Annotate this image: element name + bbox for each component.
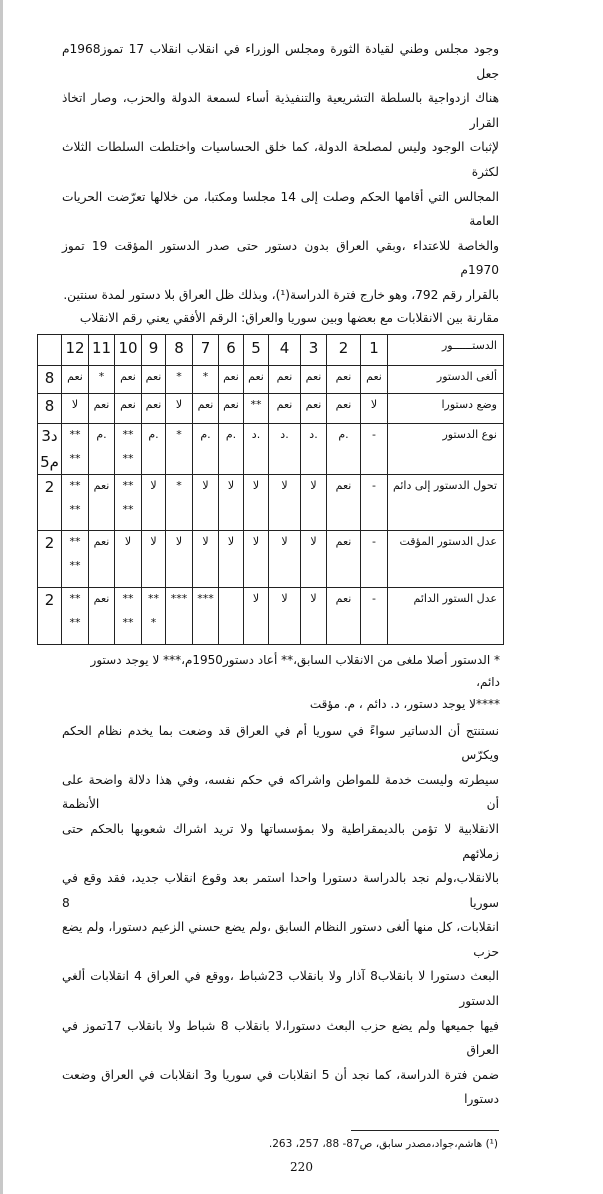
- table-cell: [89, 423, 115, 474]
- cell-value: نعم: [366, 369, 382, 383]
- text-line: بالقرار رقم 792، وهو خارج فترة الدراسة(¹)، وبذلك ظل العراق بلا دستور لمدة سنتين.: [63, 287, 499, 302]
- cell-value: نعم: [120, 369, 136, 383]
- table-cell: [166, 365, 193, 393]
- table-cell: [327, 474, 361, 530]
- table-cell: [142, 423, 166, 474]
- table-cell: [115, 423, 142, 474]
- table-wrapper: [37, 334, 603, 645]
- table-cell: [269, 530, 301, 587]
- cell-value: نعم: [276, 369, 293, 383]
- cell-value: **: [69, 615, 81, 629]
- cell-value: ***: [197, 591, 214, 605]
- cell-value: م.: [96, 427, 107, 441]
- cell-value: **: [69, 478, 81, 492]
- table-row: [38, 530, 504, 587]
- table-row: [38, 365, 504, 393]
- cell-value: لا: [370, 397, 378, 411]
- table-cell: [115, 530, 142, 587]
- table-cell: [269, 474, 301, 530]
- row-label: نوع الدستور: [388, 423, 504, 474]
- cell-value: نعم: [335, 397, 352, 411]
- table-cell: [301, 365, 327, 393]
- column-header: 9: [142, 334, 166, 365]
- cell-value: نعم: [305, 397, 322, 411]
- table-cell: [142, 530, 166, 587]
- cell-value: لا: [310, 591, 317, 605]
- table-cell: [193, 530, 219, 587]
- table-cell: [269, 365, 301, 393]
- cell-value: -: [372, 534, 376, 548]
- cell-value: لا: [252, 478, 260, 492]
- cell-value: نعم: [120, 397, 136, 411]
- column-header: 7: [193, 334, 219, 365]
- text-line: المجالس التي أقامها الحكم وصلت إلى 14 مجلسا ومكتبا، من خلالها تعرّضت الحريات العامة: [62, 189, 499, 229]
- cell-value: نعم: [145, 369, 162, 383]
- table-row: [38, 393, 504, 423]
- cell-value: نعم: [145, 397, 162, 411]
- row-label: عدل الدستور المؤقت: [388, 530, 504, 587]
- table-cell: [38, 474, 62, 530]
- cell-value: 2: [44, 477, 55, 496]
- table-caption: مقارنة بين الانقلابات مع بعضها وبين سوريا والعراق: الرقم الأفقي يعني رقم الانقلاب: [79, 310, 499, 325]
- text-line: نستنتج أن الدساتير سواءً في سوريا أم في العراق قد وضعت بما يخدم نظام الحكم ويكرّس: [62, 723, 499, 763]
- table-cell: [115, 365, 142, 393]
- table-cell: [62, 365, 89, 393]
- table-cell: [62, 587, 89, 644]
- table-cell: [219, 587, 244, 644]
- cell-value: نعم: [67, 369, 83, 383]
- cell-value: 2: [44, 533, 55, 552]
- cell-value: *: [176, 478, 182, 492]
- footnote-marker: (¹): [485, 1138, 498, 1151]
- table-cell: [301, 530, 327, 587]
- cell-value: 8: [44, 396, 55, 415]
- table-cell: [89, 393, 115, 423]
- text-line: ضمن فترة الدراسة، كما نجد أن 5 انقلابات في سوريا و3 انقلابات في العراق وضعت دستورا: [62, 1067, 499, 1107]
- text-line: لإثبات الوجود وليس لمصلحة الدولة، كما خلق الحساسيات واختلطت السلطات الثلاث لكثرة: [62, 140, 499, 179]
- text-line: والخاصة للاعتداء ،وبقي العراق بدون دستور حتى صدر الدستور المؤقت 19 تموز 1970م: [62, 238, 499, 278]
- cell-value: نعم: [93, 397, 110, 411]
- table-cell: [38, 587, 62, 644]
- cell-value: 8: [44, 368, 55, 387]
- table-row: [38, 334, 504, 365]
- column-header: 4: [269, 334, 301, 365]
- table-cell: [269, 587, 301, 644]
- table-cell: [301, 393, 327, 423]
- text-line: الانقلابية لا تؤمن بالديمقراطية ولا بمؤسساتها ولا تريد اشراك شعوبها بالحكم حتى زملائهم: [62, 821, 499, 861]
- cell-value: نعم: [197, 397, 214, 411]
- table-cell: [115, 587, 142, 644]
- table-cell: [327, 365, 361, 393]
- cell-value: لا: [227, 534, 235, 548]
- cell-value: لا: [252, 534, 260, 548]
- column-header: 5: [244, 334, 269, 365]
- table-cell: [361, 474, 388, 530]
- page-number: 220: [290, 1160, 313, 1175]
- table-cell: [327, 587, 361, 644]
- cell-value: نعم: [335, 369, 352, 383]
- row-label: ألغى الدستور: [388, 365, 504, 393]
- table-cell: [142, 474, 166, 530]
- cell-value: م.: [148, 427, 159, 441]
- table-cell: [269, 423, 301, 474]
- row-label: عدل الستور الدائم: [388, 587, 504, 644]
- cell-value: نعم: [335, 591, 352, 605]
- column-header: 8: [166, 334, 193, 365]
- table-cell: [89, 474, 115, 530]
- table-cell: [38, 423, 62, 474]
- table-cell: [301, 587, 327, 644]
- cell-value: لا: [71, 397, 79, 411]
- text-line: هناك ازدواجية بالسلطة التشريعية والتنفيذية أساء لسمعة الدولة والحزب، وصار اتخاذ القرار: [62, 91, 499, 130]
- cell-value: نعم: [223, 369, 239, 383]
- column-header: 3: [301, 334, 327, 365]
- cell-value: *: [150, 615, 157, 629]
- cell-value: لا: [252, 591, 260, 605]
- cell-value: **: [122, 451, 134, 465]
- cell-value: د.: [309, 427, 318, 441]
- paragraph-2: [62, 719, 499, 1113]
- table-cell: [62, 530, 89, 587]
- text-line: انقلابات، كل منها ألغى دستور النظام السابق ،ولم يضع حسني الزعيم دستورا، ولم يضع حزب: [62, 920, 499, 959]
- table-cell: [193, 587, 219, 644]
- table-cell: [219, 474, 244, 530]
- cell-value: **: [122, 427, 134, 441]
- table-cell: [361, 423, 388, 474]
- table-cell: [62, 393, 89, 423]
- table-cell: [193, 423, 219, 474]
- cell-value: *: [202, 369, 209, 383]
- table-cell: [166, 530, 193, 587]
- table-row: [38, 474, 504, 530]
- table-cell: [142, 587, 166, 644]
- table-row: [38, 587, 504, 644]
- footnote-text: هاشم،جواد،مصدر سابق، ص87- 88، 257، 263.: [268, 1138, 483, 1151]
- column-header: 10: [115, 334, 142, 365]
- cell-value: لا: [175, 534, 183, 548]
- table-cell: [166, 423, 193, 474]
- cell-value: د.: [251, 427, 261, 441]
- cell-value: نعم: [335, 478, 352, 492]
- cell-value: لا: [281, 534, 288, 548]
- table-cell: [38, 393, 62, 423]
- table-cell: [301, 474, 327, 530]
- cell-value: نعم: [93, 478, 110, 492]
- cell-value: نعم: [305, 369, 322, 383]
- row-label-header: الدستــــــور: [388, 334, 504, 365]
- cell-value: لا: [150, 478, 157, 492]
- cell-value: لا: [310, 534, 317, 548]
- cell-value: م.: [200, 427, 211, 441]
- cell-value: **: [122, 478, 134, 492]
- cell-value: لا: [281, 591, 288, 605]
- table-cell: [327, 423, 361, 474]
- table-cell: [38, 530, 62, 587]
- row-label: تحول الدستور إلى دائم: [388, 474, 504, 530]
- table-cell: [219, 393, 244, 423]
- table-cell: [89, 365, 115, 393]
- column-header: 6: [219, 334, 244, 365]
- text-line: البعث دستورا لا بانقلاب8 آذار ولا بانقلاب 23شباط ،ووقع في العراق 4 انقلابات ألغي الدستور: [62, 969, 500, 1009]
- text-line: بالانقلاب،ولم نجد بالدراسة دستورا واحدا استمر بعد وقوع انقلاب جديد، فقد وقع في سوريا 8: [62, 871, 499, 910]
- cell-value: م5: [40, 452, 59, 471]
- footnote-separator: [351, 1130, 499, 1131]
- table-cell: [142, 365, 166, 393]
- cell-value: **: [69, 451, 81, 465]
- cell-value: -: [372, 427, 376, 441]
- table-cell: [166, 474, 193, 530]
- cell-value: **: [69, 427, 81, 441]
- cell-value: **: [122, 591, 134, 605]
- table-cell: [89, 587, 115, 644]
- cell-value: -: [372, 478, 376, 492]
- table-cell: [244, 423, 269, 474]
- table-cell: [62, 423, 89, 474]
- cell-value: م.: [225, 427, 237, 441]
- cell-value: نعم: [335, 534, 352, 548]
- table-cell: [361, 393, 388, 423]
- table-cell: [193, 393, 219, 423]
- text-line: وجود مجلس وطني لقيادة الثورة ومجلس الوزراء في انقلاب انقلاب 17 تموز1968م جعل: [62, 42, 499, 81]
- column-header: 12: [62, 334, 89, 365]
- cell-value: نعم: [276, 397, 293, 411]
- cell-value: نعم: [223, 397, 239, 411]
- table-cell: [269, 393, 301, 423]
- cell-value: *: [176, 427, 182, 441]
- cell-value: **: [69, 591, 81, 605]
- table-cell: [244, 587, 269, 644]
- table-note-1: * الدستور أصلا ملغى من الانقلاب السابق،** أعاد دستور1950م،*** لا يوجد دستور دائم،: [90, 652, 500, 689]
- text-line: سيطرته وليست خدمة للمواطن واشراكه في حكم نفسه، وفي هذا دلالة واضحة على أن الأنظمة: [62, 772, 499, 812]
- cell-value: **: [69, 534, 81, 548]
- table-cell: [244, 530, 269, 587]
- cell-value: لا: [175, 397, 183, 411]
- table-cell: [244, 474, 269, 530]
- table-cell: [219, 365, 244, 393]
- row-label: وضع دستورا: [388, 393, 504, 423]
- comparison-table: [37, 334, 504, 645]
- column-header: 11: [89, 334, 115, 365]
- table-cell: [62, 474, 89, 530]
- cell-value: لا: [281, 478, 288, 492]
- cell-value: لا: [227, 478, 235, 492]
- cell-value: لا: [124, 534, 132, 548]
- cell-value: د.: [280, 427, 289, 441]
- cell-value: ***: [170, 591, 188, 605]
- column-header: [38, 334, 62, 365]
- cell-value: نعم: [248, 369, 264, 383]
- table-cell: [361, 530, 388, 587]
- table-cell: [166, 393, 193, 423]
- cell-value: لا: [202, 478, 209, 492]
- table-cell: [327, 393, 361, 423]
- table-row: [38, 423, 504, 474]
- table-cell: [361, 587, 388, 644]
- cell-value: 2: [44, 590, 55, 609]
- table-cell: [244, 393, 269, 423]
- table-cell: [244, 365, 269, 393]
- table-cell: [193, 474, 219, 530]
- column-header: 1: [361, 334, 388, 365]
- cell-value: -: [372, 591, 376, 605]
- cell-value: **: [250, 397, 262, 411]
- table-cell: [166, 587, 193, 644]
- cell-value: د3: [41, 426, 58, 445]
- column-header: 2: [327, 334, 361, 365]
- table-cell: [301, 423, 327, 474]
- cell-value: **: [69, 502, 81, 516]
- table-cell: [327, 530, 361, 587]
- table-cell: [219, 530, 244, 587]
- table-cell: [361, 365, 388, 393]
- cell-value: **: [69, 558, 81, 572]
- footnote: [0, 1136, 498, 1152]
- table-cell: [89, 530, 115, 587]
- cell-value: م.: [338, 427, 349, 441]
- table-cell: [38, 365, 62, 393]
- cell-value: **: [122, 615, 134, 629]
- table-cell: [115, 393, 142, 423]
- cell-value: لا: [202, 534, 209, 548]
- cell-value: **: [122, 502, 134, 516]
- table-cell: [115, 474, 142, 530]
- paragraph-1: [62, 37, 499, 308]
- cell-value: **: [148, 591, 159, 605]
- table-cell: [193, 365, 219, 393]
- cell-value: لا: [310, 478, 317, 492]
- cell-value: نعم: [93, 591, 110, 605]
- cell-value: *: [98, 369, 105, 383]
- cell-value: نعم: [93, 534, 110, 548]
- text-line: فيها جميعها ولم يضع حزب البعث دستورا،لا بانقلاب 8 شباط ولا بانقلاب 17تموز في العراق: [62, 1018, 499, 1058]
- cell-value: لا: [150, 534, 157, 548]
- table-cell: [219, 423, 244, 474]
- table-cell: [142, 393, 166, 423]
- cell-value: *: [176, 369, 182, 383]
- table-note-2: ****لا يوجد دستور، د. دائم ، م. مؤقت: [309, 696, 500, 711]
